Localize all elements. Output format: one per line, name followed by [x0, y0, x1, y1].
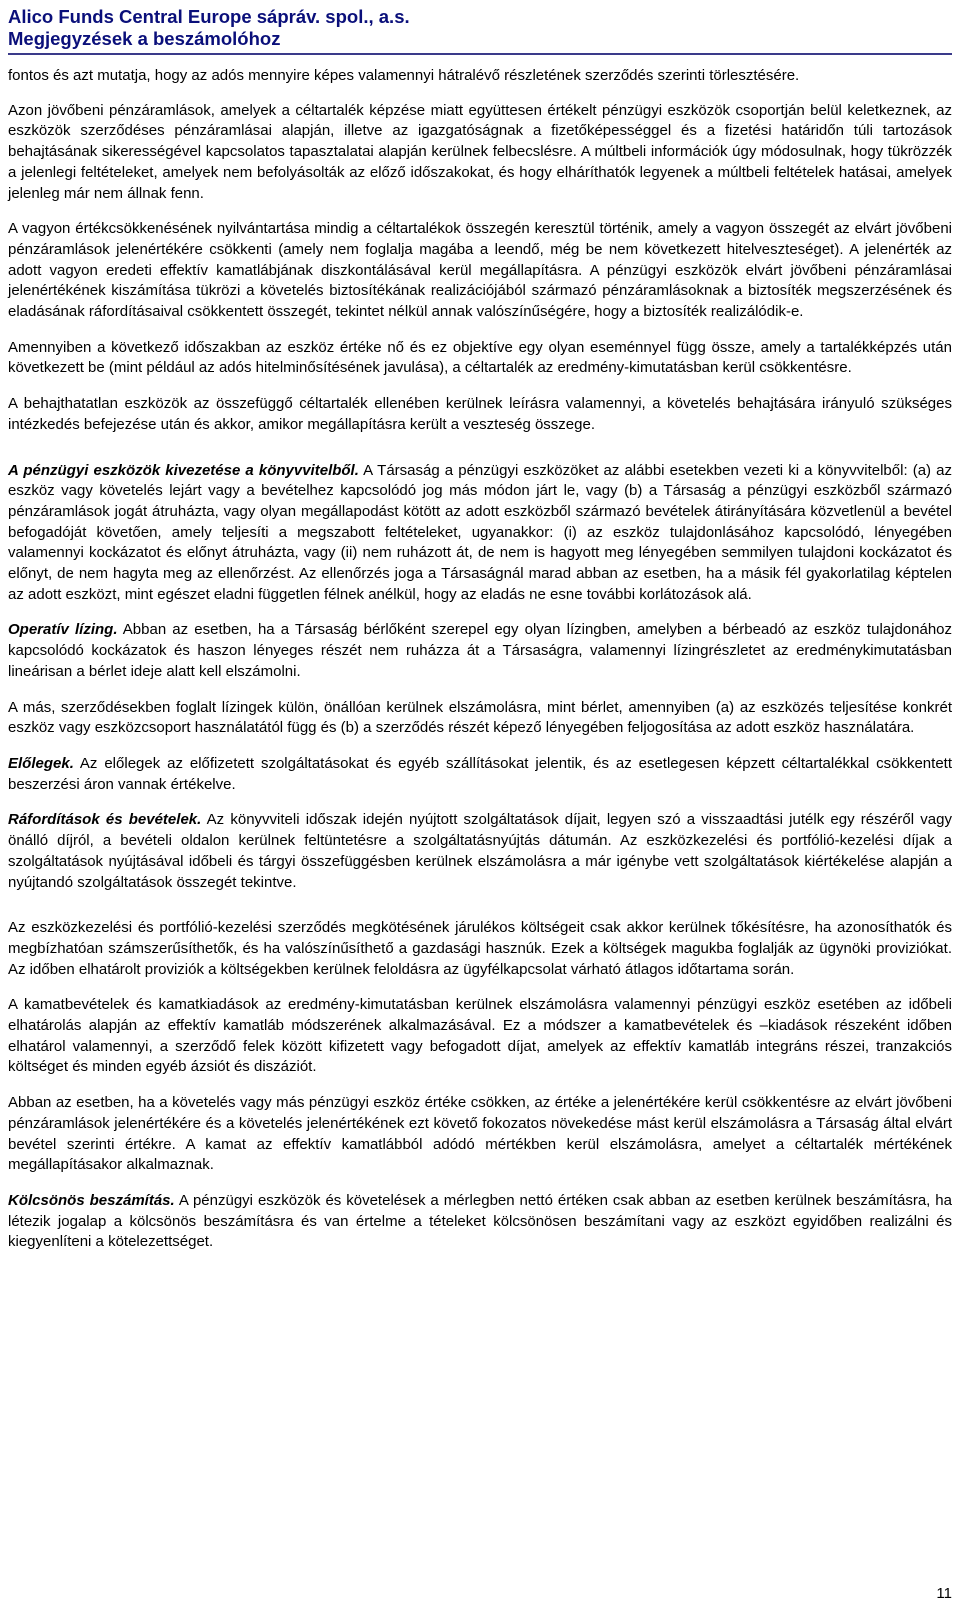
paragraph-6 [8, 461, 952, 606]
derecognition-text: A Társaság a pénzügyi eszközöket az alábbi esetekben vezeti ki a könyvvitelből: (a) az eszköz vagy követelés lejárt vagy a bevételhez kapcsolódó jog más módon járt le, vagy (b) a Társaság a pénzügyi eszközből származó pénzáramlások jogát átruházta, vagy olyan megállapodást kötött az adott eszközből származó bevételek átirányítására közvetlenül a bevétel befogadóját követően, amely teljesíti a megszabott feltételeket, ugyanakkor: (i) az eszköz tulajdonlásához kapcsolódó, lényegében valamennyi kockázatot és előnyt átruházta, vagy (ii) nem ruházott át, de nem is hagyott meg lényegében semmilyen tulajdoni kockázatot és előnyt, de nem hagyta meg az ellenőrzést. Az ellenőrzés joga a Társaságnál marad abban az esetben, ha a másik fél gyakorlatilag képtelen az adott eszközt, mint egészet eladni független félnek anélkül, hogy az eladás ne esne további korlátozások alá. [8, 461, 952, 603]
paragraph-11: Az eszközkezelési és portfólió-kezelési szerződés megkötésének járulékos költségeit csak akkor kerülnek tőkésítésre, ha azonosíthatók és megbízhatóan számszerűsíthetők, és ha valószínűsíthető a gazdasági hasznúk. Ezek a költségek magukba foglalják az ügynöki proviziókat. Az időben elhatárolt proviziók a költségekben kerülnek feloldásra az ügyfélkapcsolat várható átlagos időtartama során. [8, 919, 952, 978]
offsetting-heading: Kölcsönös beszámítás. [8, 1191, 175, 1209]
offsetting-text: A pénzügyi eszközök és követelések a mérlegben nettó értéken csak abban az esetben kerülnek beszámításra, ha létezik jogalap a kölcsönös beszámításra és van értelme a tételeket kölcsönösen beszámítani vagy az eszközt egyidőben realizálni és kiegyenlíteni a kötelezettséget. [8, 1191, 952, 1251]
paragraph-4: Amennyiben a következő időszakban az eszköz értéke nő és ez objektíve egy olyan eseménnyel függ össze, amely a tartalékképzés után következett be (mint például az adós hitelminősítésének javulása), a céltartalék az eredmény-kimutatásban kerül csökkentésre. [8, 338, 952, 377]
paragraph-2: Azon jövőbeni pénzáramlások, amelyek a céltartalék képzése miatt együttesen értékelt pénzügyi eszközök csoportján belül keletkeznek, az eszközök szerződéses pénzáramlásai alapján, illetve az igazgatóságnak a fizetőképességgel és a fizetési határidőn túli tartozások behajtásának sikerességével kapcsolatos tapasztalatai alapján kerülnek felbecslésre. A múltbeli információk úgy módosulnak, hogy tükrözzék a jelenlegi feltételeket, amelyek nem befolyásolták az előző időszakokat, és hogy elháríthatók legyenek a múltbeli feltételek hatásai, amelyek jelenleg már nem állnak fenn. [8, 101, 952, 202]
expenses-income-text: Az könyvviteli időszak idején nyújtott szolgáltatások díjait, legyen szó a visszaadtási jutélk egy részéről vagy önálló díjról, a bevételi oldalon kerülnek feltüntetésre a szolgáltatásnyújtás dátumán. Az eszközkezelési és portfólió-kezelési díjak a szolgáltatások nyújtásával időbeli és tárgyi összefüggésben kerülnek elszámolásra a már igénybe vett szolgáltatások kiértékelése alapján a nyújtandó szolgáltatások összegét tekintve. [8, 811, 952, 891]
paragraph-5: A behajthatatlan eszközök az összefüggő céltartalék ellenében kerülnek leírásra valamennyi, a követelés behajtására irányuló szükséges intézkedés befejezése után és akkor, amikor megállapításra került a veszteség összege. [8, 395, 952, 433]
advances-heading: Előlegek. [8, 754, 74, 772]
document-subtitle: Megjegyzések a beszámolóhoz [8, 28, 281, 49]
paragraph-1: fontos és azt mutatja, hogy az adós mennyire képes valamennyi hátralévő részletének szerződés szerinti törlesztésére. [8, 67, 800, 84]
paragraph-9 [8, 754, 952, 795]
derecognition-heading: A pénzügyi eszközök kivezetése a könyvvitelből. [8, 461, 359, 479]
operating-lease-heading: Operatív lízing. [8, 621, 118, 639]
paragraph-8: A más, szerződésekben foglalt lízingek külön, önállóan kerülnek elszámolásra, mint bérlet, amennyiben (a) az eszközés teljesítése konkrét eszköz vagy eszközcsoport használatától függ és (b) a szerződés részét képező lényegében feljogosítása az adott eszköz használatára. [8, 698, 952, 737]
paragraph-10 [8, 810, 952, 893]
advances-text: Az előlegek az előfizetett szolgáltatásokat és egyéb szállításokat jelentik, és az esetlegesen képzett céltartalékkal csökkentett beszerzési áron vannak értékelve. [8, 754, 952, 793]
document-body [8, 66, 952, 1268]
paragraph-12: A kamatbevételek és kamatkiadások az eredmény-kimutatásban kerülnek elszámolásra valamennyi pénzügyi eszköz esetében az időbeli elhatárolás alapján az effektív kamatláb módszerének alkalmazásával. Ez a módszer a kamatbevételek és –kiadások részeként időben elhatárol valamennyi, a szerződő felek között kifizetett vagy befogadott díjat, amelyek az effektív kamatláb integráns részei, tranzakciós költséget és minden egyéb ázsiót és diszáziót. [8, 996, 952, 1076]
header-divider [8, 53, 952, 55]
company-name: Alico Funds Central Europe sápráv. spol., a.s. [8, 6, 410, 27]
paragraph-13: Abban az esetben, ha a követelés vagy más pénzügyi eszköz értéke csökken, az értéke a jelenértékére kerül csökkentésre az elvárt jövőbeni pénzáramlások jelenértékére és a követelés jelenértékének ezt követő fokozatos növekedése mást kerül elszámolásra a Társaság által elvárt bevétel szerinti értékre. A kamat az effektív kamatlábból adódó mértékben kerül elszámolásra, amelyet a céltartalék mértékének megállapításakor alkalmaznak. [8, 1094, 952, 1174]
operating-lease-text: Abban az esetben, ha a Társaság bérlőként szerepel egy olyan lízingben, amelyben a bérbeadó az eszköz tulajdonához kapcsolódó kockázatok és haszon lényeges részét nem ruházza át a Társaságra, valamennyi lízingrészletet az eredménykimutatásban lineárisan a bérlet ideje alatt kell elszámolni. [8, 621, 953, 680]
paragraph-14 [8, 1191, 952, 1253]
paragraph-7 [8, 620, 952, 682]
expenses-income-heading: Ráfordítások és bevételek. [8, 811, 202, 829]
page-header [8, 6, 952, 50]
paragraph-3: A vagyon értékcsökkenésének nyilvántartása mindig a céltartalékok összegén keresztül történik, amely a vagyon összegét az elvárt jövőbeni pénzáramlások jelenértékére csökkenti (amely nem foglalja magába a leendő, még be nem következett hitelveszteséget). A jelenérték az adott vagyon eredeti effektív kamatlábjának diszkontálásával kerül megállapításra. A pénzügyi eszközök elvárt jövőbeni pénzáramlásai jelenértékének kiszámítása tükrözi a követelés biztosítékának realizációjából származó pénzáramlásoknak a biztosíték megszerzésének és eladásának ráfordításaival csökkentett összegét, tekintet nélkül annak valószínűségére, hogy a biztosíték realizálódik-e. [8, 220, 952, 321]
page-number: 11 [936, 1585, 952, 1602]
